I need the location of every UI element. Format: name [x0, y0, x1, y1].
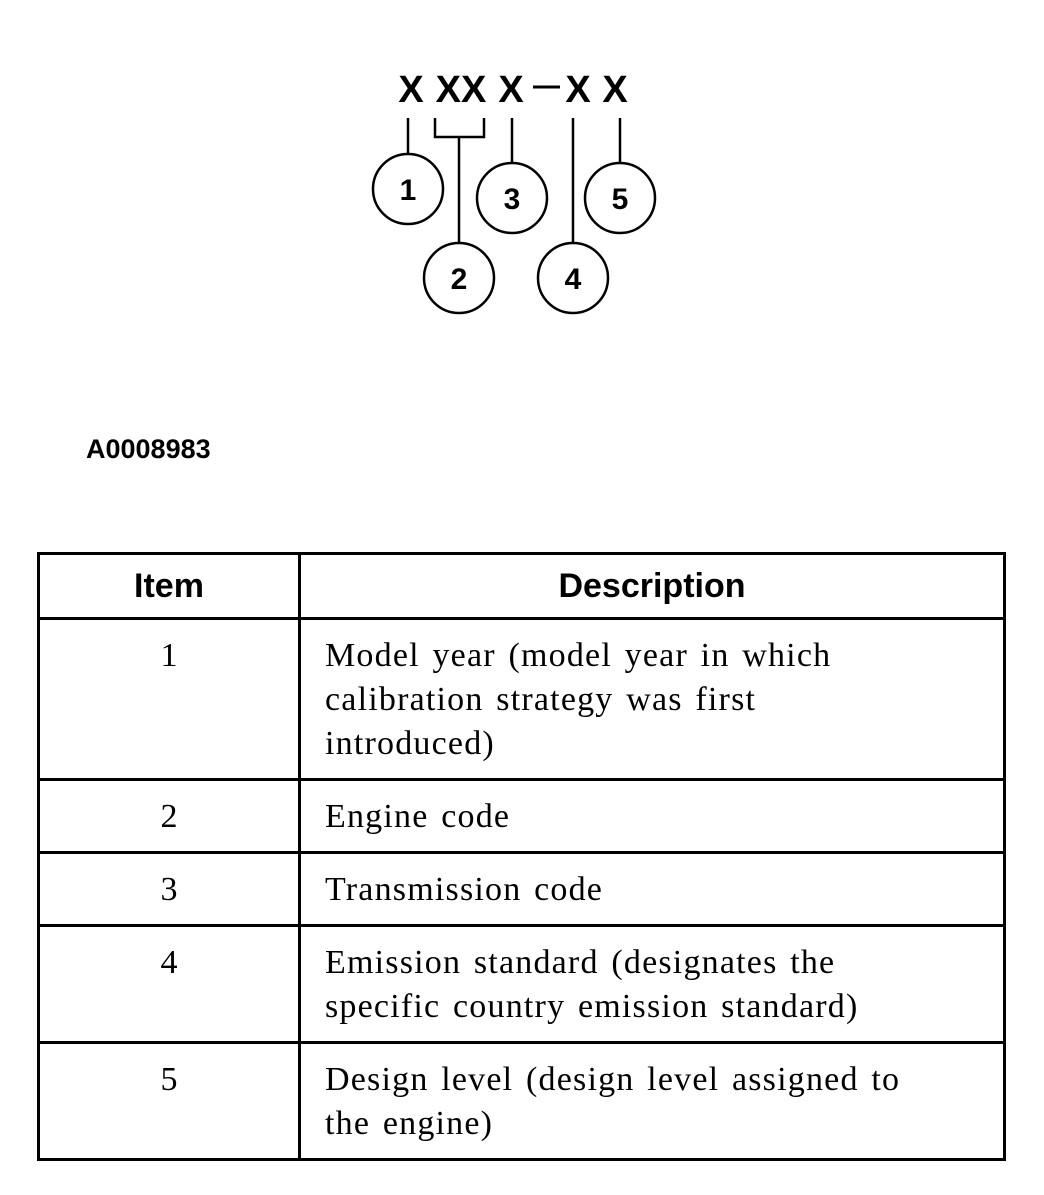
item-description	[300, 780, 1005, 853]
callout-1	[373, 154, 443, 224]
desc-line: specific country emission standard)	[325, 988, 859, 1025]
desc-line: introduced)	[325, 725, 495, 762]
callout-2	[424, 243, 494, 313]
code-char-2: XX	[435, 69, 487, 111]
callout-4	[538, 243, 608, 313]
item-number: 3	[39, 853, 300, 926]
callout-3	[477, 163, 547, 233]
table-row	[39, 619, 1005, 780]
code-char-5: X	[602, 69, 628, 111]
item-number: 1	[39, 619, 300, 780]
header-description: Description	[300, 554, 1005, 619]
item-description	[300, 1043, 1005, 1160]
code-char-4: X	[565, 69, 591, 111]
code-char-1: X	[398, 69, 424, 111]
item-description	[300, 619, 1005, 780]
item-number: 4	[39, 926, 300, 1043]
item-number: 5	[39, 1043, 300, 1160]
callout-2-label: 2	[450, 263, 468, 296]
table-row	[39, 926, 1005, 1043]
table-header-row	[39, 554, 1005, 619]
desc-line: Design level (design level assigned to	[325, 1061, 901, 1098]
item-description	[300, 853, 1005, 926]
callout-5	[585, 163, 655, 233]
table-row	[39, 1043, 1005, 1160]
desc-line: Engine code	[325, 798, 511, 835]
callout-4-label: 4	[564, 263, 582, 296]
figure-id: A0008983	[86, 434, 211, 464]
legend-table	[37, 552, 1006, 1161]
desc-line: calibration strategy was first	[325, 681, 757, 718]
code-char-3: X	[498, 69, 524, 111]
table-row	[39, 853, 1005, 926]
desc-line: Model year (model year in which	[325, 637, 832, 674]
desc-line: the engine)	[325, 1105, 494, 1142]
callout-1-label: 1	[399, 174, 417, 207]
desc-line: Emission standard (designates the	[325, 944, 836, 981]
header-item: Item	[39, 554, 300, 619]
item-description	[300, 926, 1005, 1043]
callout-5-label: 5	[611, 183, 629, 216]
bracket-2	[435, 118, 484, 137]
desc-line: Transmission code	[325, 871, 604, 908]
item-number: 2	[39, 780, 300, 853]
callout-3-label: 3	[503, 183, 521, 216]
table-row	[39, 780, 1005, 853]
calibration-code-diagram	[0, 0, 1044, 330]
